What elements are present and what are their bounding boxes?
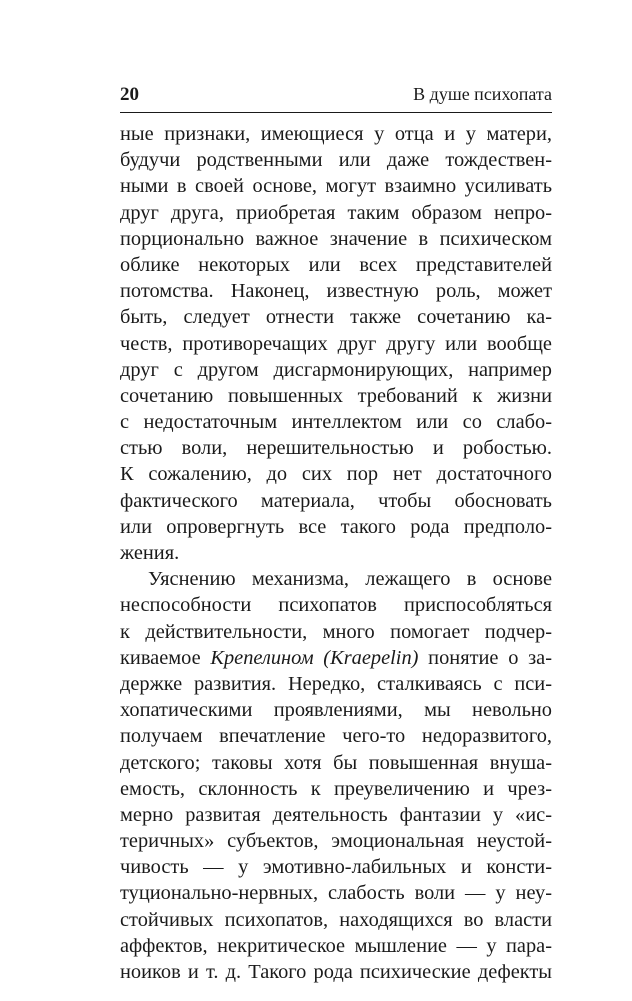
text-line: Уяснению механизма, лежащего в основе [148,568,552,591]
text-line: облике некоторых или всех представителей [120,253,552,276]
text-line: порционально важное значение в психическом [120,227,552,250]
running-header [120,84,552,114]
text-line: теричных» субъектов, эмоциональная неустой- [120,830,552,853]
text-line: будучи родственными или даже тождествен- [120,149,552,172]
text-line: стойчивых психопатов, находящихся во власти [120,908,552,931]
text-line: быть, следует отнести также сочетанию ка- [120,306,552,329]
paragraph-1 [120,121,552,566]
text-line: к действительности, много помогает подчер- [120,620,552,643]
page-number: 20 [120,84,139,105]
text-line: туционально-нервных, слабость воли — у неу- [120,882,552,905]
text-line: честв, противоречащих друг другу или вообще [120,332,552,355]
text-line [120,645,552,671]
text-line: или опровергнуть все такого рода предполо- [120,515,552,538]
text-line: получаем впечатление чего-то недоразвитого, [120,725,552,748]
text-fragment: понятие о за- [418,646,553,669]
text-line: емость, склонность к преувеличению и чрез- [120,777,552,800]
paragraph-2 [120,566,552,985]
text-line: хопатическими проявлениями, мы невольно [120,699,552,722]
text-line: с недостаточным интеллектом или со слабо- [120,411,552,434]
text-line: стью воли, нерешительностью и робостью. [120,437,552,460]
text-line: аффектов, некритическое мышление — у пара- [120,934,552,957]
text-line: друг друга, приобретая таким образом непро- [120,201,552,224]
text-line: мерно развитая деятельность фантазии у «ис- [120,803,552,826]
text-line: потомства. Наконец, известную роль, может [120,280,552,303]
text-line: К сожалению, до сих пор нет достаточного [120,463,552,486]
text-line: детского; таковы хотя бы повышенная внуша- [120,751,552,774]
author-name-italic: Крепелином (Kraepelin) [210,646,419,669]
text-line: жения. [120,542,180,564]
body-text [120,121,552,985]
text-line: ными в своей основе, могут взаимно усиливать [120,175,552,198]
running-title: В душе психопата [413,84,552,104]
text-line: ноиков и т. д. Такого рода психические дефекты [120,961,552,983]
text-line: друг с другом дисгармонирующих, например [120,358,552,381]
text-fragment: киваемое [120,646,211,669]
header-rule [120,112,552,113]
text-line: неспособности психопатов приспособляться [120,594,552,617]
text-line: фактического материала, чтобы обосновать [120,489,552,512]
text-line: держке развития. Нередко, сталкиваясь с пси- [120,672,552,695]
text-line: сочетанию повышенных требований к жизни [120,384,552,407]
text-line: ные признаки, имеющиеся у отца и у матери, [120,123,552,145]
text-line: чивость — у эмотивно-лабильных и консти- [120,856,552,879]
